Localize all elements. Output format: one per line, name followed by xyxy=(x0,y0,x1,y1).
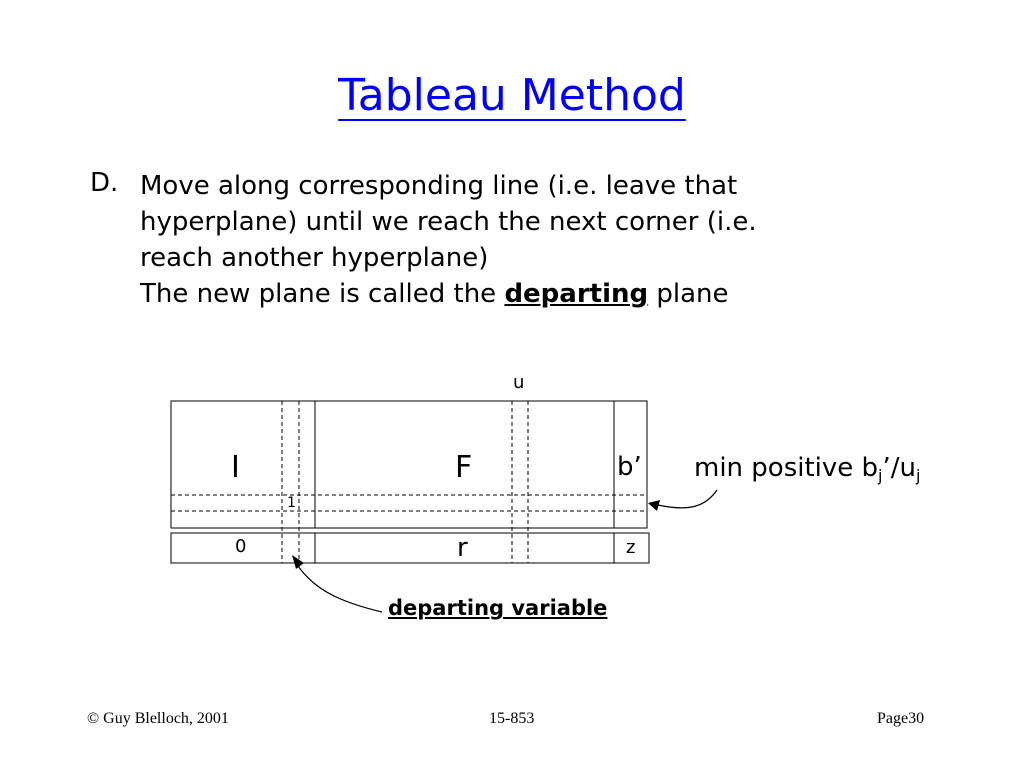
label-b-prime: b’ xyxy=(617,452,642,482)
arrow-to-departing-variable xyxy=(298,566,382,612)
min-sub-j1: j xyxy=(878,466,883,485)
arrow-head-b xyxy=(648,500,660,511)
label-one: 1 xyxy=(287,495,296,511)
label-zero: 0 xyxy=(235,536,247,557)
min-prefix: min positive b xyxy=(694,453,879,483)
bullet-line-2: hyperplane) until we reach the next corner (i.e. xyxy=(140,207,757,237)
bullet-line-1: Move along corresponding line (i.e. leave that xyxy=(140,171,738,201)
departing-variable-label: departing variable xyxy=(388,596,608,620)
footer-copyright: © Guy Blelloch, 2001 xyxy=(87,710,229,727)
arrow-head-departing xyxy=(292,555,304,569)
tableau-upper-box xyxy=(171,401,647,528)
line4-suffix: plane xyxy=(648,279,729,309)
slide-title-text: Tableau Method xyxy=(338,70,686,121)
min-sub-j2: j xyxy=(916,466,921,485)
min-mid: ’/u xyxy=(882,453,917,483)
label-u: u xyxy=(513,372,525,393)
arrow-to-b-column xyxy=(658,490,717,508)
label-I: I xyxy=(231,450,240,485)
label-F: F xyxy=(455,450,473,485)
label-z: z xyxy=(626,537,636,558)
line4-prefix: The new plane is called the xyxy=(140,279,505,309)
label-r: r xyxy=(457,533,468,563)
min-positive-ratio-label xyxy=(694,453,920,485)
footer-course: 15-853 xyxy=(489,710,535,727)
departing-keyword: departing xyxy=(504,279,649,309)
bullet-line-3: reach another hyperplane) xyxy=(140,243,489,273)
list-label: D. xyxy=(90,168,119,198)
footer-page-number: Page30 xyxy=(877,710,925,727)
